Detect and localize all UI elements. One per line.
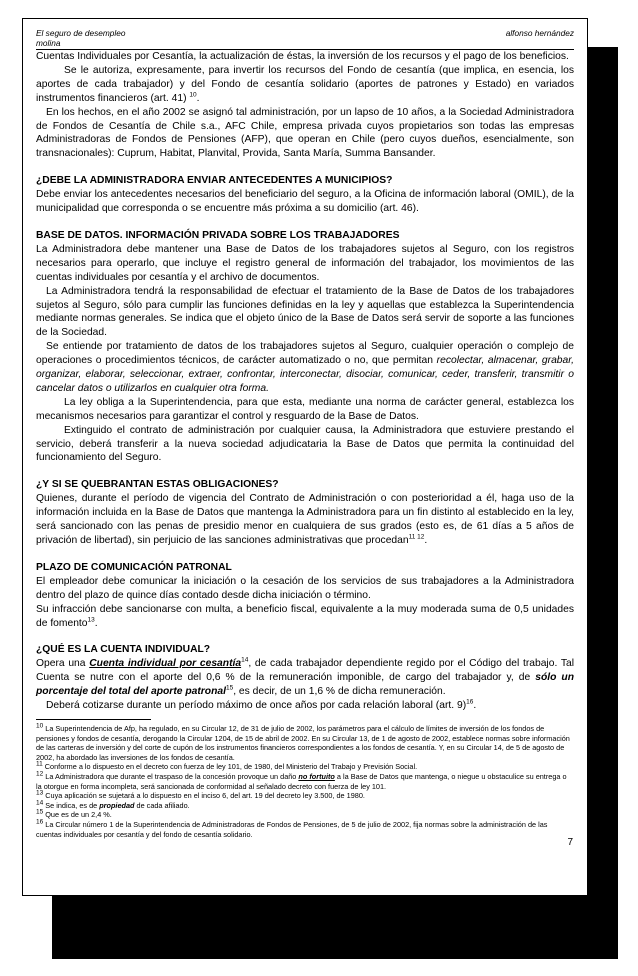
- paragraph: La Administradora tendrá la responsabilidad de efectuar el tratamiento de la Base de Datos de los trabajadores sujetos al Seguro, sólo para cumplir las funciones definidas en la ley y aquellas que establezca la Superintendencia mediante normas generales. Se indica que el objeto único de la Base de Datos será servir de soporte a las funciones de la Sociedad.: [36, 285, 574, 339]
- header-author: alfonso hernández: [505, 28, 574, 38]
- paragraph: Cuentas Individuales por Cesantía, la actualización de éstas, la inversión de los recursos y el pago de los beneficios.: [36, 51, 569, 62]
- page-content: [36, 29, 574, 839]
- paragraph: Deberá cotizarse durante un período máximo de once años por cada relación laboral (art. 9)$^{16}$.: [46, 698, 477, 712]
- footnotes: [36, 724, 574, 839]
- paragraph: La ley obliga a la Superintendencia, para que esta, mediante una norma de carácter general, establezca los mecanismos necesarios para garantizar el control y resguardo de la Base de Datos.: [36, 396, 574, 422]
- emphasis: Cuenta individual por cesantía: [89, 658, 242, 670]
- section-heading: ¿DEBE LA ADMINISTRADORA ENVIAR ANTECEDENTES A MUNICIPIOS?: [36, 175, 393, 187]
- paragraph: El empleador debe comunicar la iniciación o la cesación de los servicios de sus trabajadores a la Administradora dentro del plazo de quince días contado desde dicha iniciación o término.: [36, 575, 574, 601]
- paragraph: Extinguido el contrato de administración por cualquier causa, la Administradora que estuviere prestando el servicio, deberá transferir a la nueva sociedad adjudicataria la Base de Datos que permita la continuidad del funcionamiento del Seguro.: [36, 424, 574, 464]
- footnote-ref: 13: [87, 616, 95, 624]
- emphasis: sólo un porcentaje del total del aporte patronal: [36, 672, 574, 698]
- header-title: El seguro de desempleo: [36, 28, 126, 38]
- paragraph: Se entiende por tratamiento de datos de los trabajadores sujetos al Seguro, cualquier operación o complejo de operaciones o procedimientos técnicos, de carácter automatizado o no, que permitan recolectar, almacenar, grabar, organizar, elaborar, seleccionar, extraer, confrontar, interconectar, disociar, comunicar, ceder, transferir, transmitir o cancelar datos o utilizarlos en cualquier otra forma.: [36, 341, 574, 394]
- paragraph: En los hechos, en el año 2002 se asignó tal administración, por un lapso de 10 años, a la Sociedad Administradora de Fondos de Cesantía de Chile s.a., AFC Chile, empresa privada cuyos propietarios son todas las empresas Administradoras de Fondos de Pensiones (AFP), que operan en Chile (pero cuyos dueños, esencialmente, son transnacionales): Cuprum, Habitat, Planvital, Provida, Santa María, Summa Bansander.: [36, 106, 574, 160]
- footnote: $^{15}$ Que es de un 2,4 %.: [36, 808, 112, 820]
- section-heading: ¿Y SI SE QUEBRANTAN ESTAS OBLIGACIONES?: [36, 479, 279, 491]
- document-page: [22, 18, 588, 896]
- page-shadow-bottom: [52, 896, 618, 959]
- footnote-ref: 11 12: [408, 533, 425, 541]
- footnote: $^{11}$ Conforme a lo dispuesto en el decreto con fuerza de ley 101, de 1980, del Ministerio del Trabajo y Previsión Social.: [36, 760, 418, 772]
- running-header: [36, 29, 574, 50]
- paragraph: Debe enviar los antecedentes necesarios del beneficiario del seguro, a la Oficina de información laboral (OMIL), de la municipalidad que corresponda o se encuentre más próxima a su domicilio (art. 46).: [36, 189, 574, 215]
- footnote-divider: [36, 719, 151, 720]
- footnote-ref: 10: [189, 91, 197, 99]
- section-heading: BASE DE DATOS. INFORMACIÓN PRIVADA SOBRE LOS TRABAJADORES: [36, 229, 400, 241]
- footnote-ref: 14: [241, 656, 249, 664]
- footnote: $^{16}$ La Circular número 1 de la Superintendencia de Administradoras de Fondos de Pensiones, de 5 de julio de 2002, fija normas sobre la administración de las cuentas individuales por cesantía y del fondo de cesantía solidario.: [36, 818, 548, 839]
- document-body: [36, 50, 574, 713]
- paragraph: Se le autoriza, expresamente, para invertir los recursos del Fondo de cesantía (que implica, en esencia, los aportes de cada trabajador) y del Fondo de cesantía solidario (aportes de patrones y Estado) en variados instrumentos financieros (art. 41) $^{10}$.: [36, 64, 574, 104]
- footnote: $^{10}$ La Superintendencia de Afp, ha regulado, en su Circular 12, de 31 de julio de 2002, los parámetros para el cálculo de límites de inversión de los fondos de pensiones y fondos de cesantía, derogando la Circular 1204, de 15 de abril de 2002. En su Circular 13, de 1 de agosto de 2002, establece normas sobre información de las carteras de inversión y del corte de cupón de los instrumentos financieros correspondientes a los fondos de cesantía. Y, en su Circular 14, de 5 de agosto de 2002, ha abordado las inversiones de los fondos de cesantía.: [36, 722, 570, 762]
- header-author-continued: molina: [36, 38, 61, 48]
- page-number: 7: [567, 837, 573, 848]
- footnote-ref: 16: [466, 698, 474, 706]
- footnote-ref: 15: [225, 684, 234, 692]
- footnote: $^{13}$ Cuya aplicación se sujetará a lo dispuesto en el inciso 6, del art. 19 del decreto ley 3.500, de 1980.: [36, 789, 365, 801]
- section-heading: ¿QUÉ ES LA CUENTA INDIVIDUAL?: [36, 644, 211, 656]
- paragraph: Quienes, durante el período de vigencia del Contrato de Administración o con posterioridad a él, haga uso de la información incluida en la Base de Datos que mantenga la Administradora para un fin distinto al establecido en la ley, será sancionado con las penas de presidio menor en cualquiera de sus grados (esto es, de 61 días a 5 años de privación de libertad), sin perjuicio de las sanciones administrativas que procedan$^{11 12}$.: [36, 493, 574, 546]
- footnote: $^{14}$ Se indica, es de propiedad de cada afiliado.: [36, 799, 190, 810]
- section-heading: PLAZO DE COMUNICACIÓN PATRONAL: [36, 561, 232, 573]
- paragraph: La Administradora debe mantener una Base de Datos de los trabajadores sujetos al Seguro, con los registros necesarios para operarlo, que incluye el registro general de información del trabajador, los movimientos de las cuentas individuales por cesantía y el archivo de documentos.: [36, 243, 574, 283]
- footnote: $^{12}$ La Administradora que durante el traspaso de la concesión provoque un daño no fortuito a la Base de Datos que mantenga, o niegue u obstaculice su entrega o la otorgue en forma incompleta, será sancionada de conformidad al señalado decreto con fuerza de ley 101.: [36, 770, 567, 791]
- paragraph: Opera una Cuenta individual por cesantía$^{14}$, de cada trabajador dependiente regido por el Código del trabajo. Tal Cuenta se nutre con el aporte del 0,6 % de la remuneración imponible, de cargo del trabajador y, de sólo un porcentaje del total del aporte patronal$^{15}$, es decir, de un 1,6 % de dicha remuneración.: [36, 656, 574, 698]
- page-shadow-right: [588, 47, 618, 959]
- paragraph: Su infracción debe sancionarse con multa, a beneficio fiscal, equivalente a la muy moderada suma de 0,5 unidades de fomento$^{13}$.: [36, 603, 574, 629]
